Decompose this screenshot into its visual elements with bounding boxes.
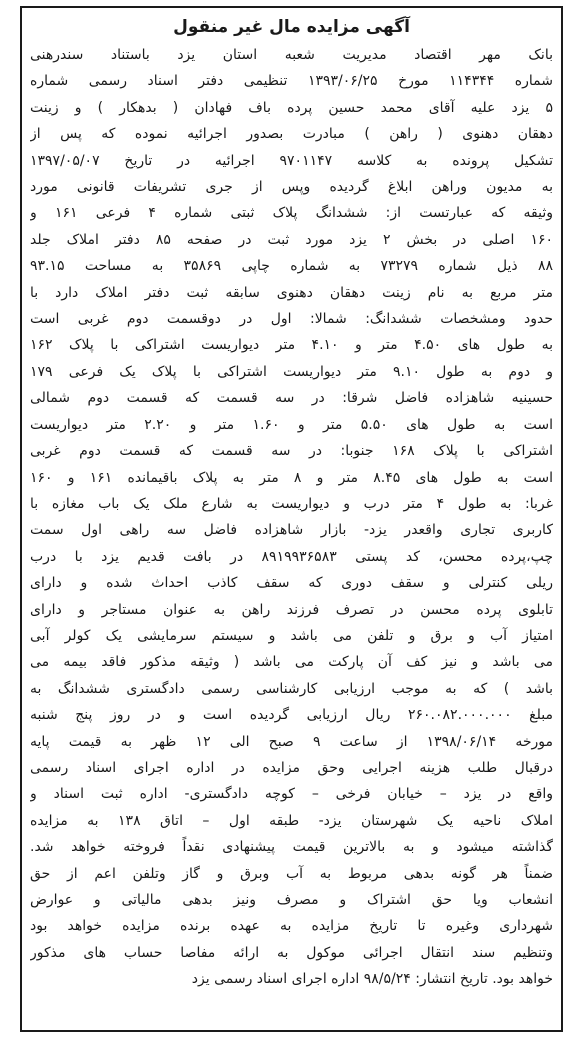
notice-line: به مدیون وراهن ابلاغ گردیده وپس از جری تشریفات قانونی مورد [30,179,553,196]
notice-line: ۱۶۰ اصلی در بخش ۲ یزد مورد ثبت در صفحه ۸۵ دفتر املاک جلد [30,231,553,248]
notice-line: شماره ۱۱۴۳۴۴ مورخ ۱۳۹۳/۰۶/۲۵ تنظیمی دفتر اسناد رسمی شماره [30,73,553,90]
notice-line: ضمناً هر گونه بدهی مربوط به آب وبرق و گاز وتلفن اعم از حق [30,865,553,882]
notice-line: دهقان دهنوی ( راهن ) مبادرت بصدور اجرائیه نموده که پس از [30,126,553,143]
notice-line: مورخه ۱۳۹۸/۰۶/۱۴ از ساعت ۹ صبح الی ۱۲ ظهر به قیمت پایه [30,733,553,750]
notice-line: شهرداری وغیره تا تاریخ مزایده به عهده برنده مزایده خواهد بود [30,918,553,935]
notice-line: باشد ) که به موجب ارزیابی کارشناسی رسمی دادگستری ششدانگ به [30,680,553,697]
notice-line: چپ،پرده محسن، کد پستی ۸۹۱۹۹۳۶۵۸۳ در بافت قدیم یزد با درب [30,548,553,565]
notice-line: متر مربع به نام زینت دهقان دهنوی سابقه ثبت دفتر املاک دارد با [30,284,553,301]
notice-line: امتیاز آب و برق و تلفن می باشد و سیستم سرمایشی یک کولر آبی [30,627,553,644]
notice-line: انشعاب ویا حق اشتراک و مصرف ونیز بدهی مالیاتی و عوارض [30,892,553,908]
notice-line: گذاشته میشود و به بالاترین قیمت پیشنهادی نقداً فروخته خواهد شد. [30,839,553,856]
notice-line: است به طول های ۵.۵۰ متر و ۱.۶۰ متر و ۲.۲۰ متر دیواریست [30,416,553,433]
notice-line: وتنظیم سند انتقال اجرائی موکول به ارائه مفاصا حساب های مذکور [30,944,553,961]
notice-line: املاک ناحیه یک شهرستان یزد- طبقه اول – اتاق ۱۳۸ به مزایده [30,812,553,829]
notice-line: حدود ومشخصات ششدانگ: شمالا: اول در دوقسمت دوم غربی است [30,311,553,328]
notice-body [30,42,553,993]
notice-line: ۵ یزد علیه آقای محمد حسین پرده باف فهادان ( بدهکار ) و زینت [30,99,553,116]
notice-line: درقبال طلب هزینه اجرایی وحق مزایده در اداره اجرای اسناد رسمی [30,759,553,776]
notice-line: است به طول های ۸.۴۵ متر و ۸ متر به پلاک باقیمانده ۱۶۱ و ۱۶۰ [30,469,553,486]
notice-line: غربا: به طول ۴ متر درب و دیواریست به شارع ملک یک باب مغازه با [30,495,553,512]
notice-line: تابلوی پرده محسن در تصرف فرزند راهن به عنوان مستاجر و دارای [30,601,553,618]
notice-line: حسینیه شاهزاده فاضل شرقا: در سه قسمت که قسمت دوم شمالی [30,390,553,407]
notice-line: اشتراکی با پلاک ۱۶۸ جنوبا: در سه قسمت که قسمت دوم غربی [30,443,553,460]
notice-line: و دوم به طول ۹.۱۰ متر دیواریست اشتراکی با پلاک یک فرعی ۱۷۹ [30,363,553,380]
auction-notice [20,6,563,1032]
notice-line: مبلغ ۲۶۰.۰۸۲.۰۰۰.۰۰۰ ریال ارزیابی گردیده است و در روز پنج شنبه [30,707,553,724]
notice-line: به طول های ۴.۵۰ متر و ۴.۱۰ متر دیواریست اشتراکی با پلاک ۱۶۲ [30,337,553,354]
notice-title: آگهی مزایده مال غیر منقول [173,17,410,37]
notice-line-last: خواهد بود. تاریخ انتشار: ۹۸/۵/۲۴ اداره اجرای اسناد رسمی یزد [191,971,553,988]
notice-line: تشکیل پرونده به کلاسه ۹۷۰۱۱۴۷ اجرائیه در تاریخ ۱۳۹۷/۰۵/۰۷ [30,152,553,169]
notice-line: وثیقه که عبارتست از: ششدانگ پلاک ثبتی شماره ۴ فرعی ۱۶۱ و [30,205,553,222]
notice-line: کاربری تجاری واقعدر یزد- بازار شاهزاده فاضل سه راهی اول سمت [30,522,553,539]
notice-line: ریلی کنترلی و سقف دوری که سقف کاذب احداث شده و دارای [30,575,553,592]
notice-line: بانک مهر اقتصاد مدیریت شعبه استان یزد باستناد سندرهنی [30,47,553,63]
notice-line: واقع در یزد – خیابان فرخی – کوچه دادگستری- اداره ثبت اسناد و [30,786,553,803]
notice-line: می باشد و نیز کف آن پارکت می باشد ( وثیقه مذکور فاقد بیمه می [30,654,553,671]
notice-line: ۸۸ ذیل شماره ۷۳۲۷۹ به شماره چاپی ۳۵۸۶۹ به مساحت ۹۳.۱۵ [30,258,553,275]
